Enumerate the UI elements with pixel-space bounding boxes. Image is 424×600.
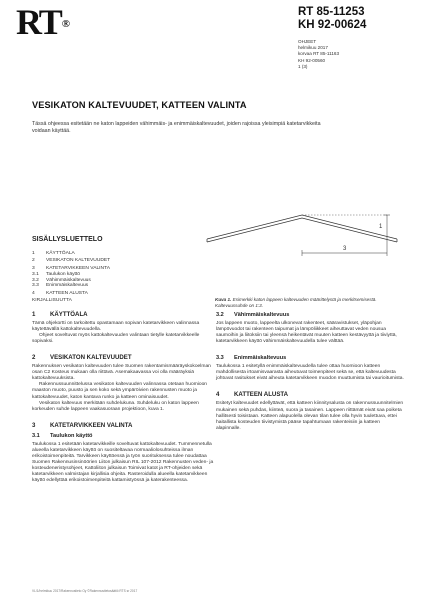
toc-item[interactable]: 3.3 Enimmäiskaltevuus [32,283,89,289]
right-column [216,308,404,432]
intro-paragraph: Tässä ohjeessa esitetään ne katon lappeiden vähimmäis- ja enimmäiskaltevuudet, joiden rajoissa yleisimpiä katetarvikkeita voidaan käyttää. [32,121,321,135]
toc-heading: SISÄLLYSLUETTELO [32,236,103,243]
section-3-1-heading: 3.1 Taulukon käyttö [32,432,93,439]
figure-caption-lead: Kuva 1. [215,297,232,302]
section-1-paragraph: Tämä ohjekortti on tarkoitettu opastamaan sopivan katetarvikkeen valinnassa käytettävällä kattokaltevuudella. [32,321,200,333]
roof-slope-diagram [205,212,405,297]
meta-date: helmikuu 2017 [298,45,328,51]
section-1-paragraph: Ohjeet soveltuvat myös kattokaltevuuden valintaan tietylle katetarvikkeelle sopivaksi. [32,333,200,345]
left-column [32,308,220,484]
section-3-3-heading: 3.3 Enimmäiskaltevuus [216,355,287,362]
meta-type: OHJEET [298,39,317,44]
meta-replaces-kh: KH 92-00560 [298,57,326,63]
page-footer: VL/1/helmikuu 2017/Rakennustieto Oy ©Rakennustietosäätiö RTS sr 2017 [32,589,138,593]
section-3-2-paragraph: Jos lappeen muoto, lappeelta ulkonevat rakenteet, sääravistukset, yläpohjan lämpövuodot tai rakenteen taipumat ja lämpöliikkeet aiheuttavat veden nousua saumoihin ja liitoksiin tai yleensä heikentävät muuten katteen kestävyyttä ja tiiviyttä, katetarvikkeen käyttö vähimmäiskaltevuudella tulee välttää. [216,321,397,345]
section-3-2-heading: 3.2 Vähimmäiskaltevuus [216,312,290,318]
rt-logo [16,4,70,40]
figure-caption-text: Esimerkki katon lappeen kaltevuuden määrittelystä ja merkitsemisestä. Kaltevuussuhde on 1:3. [215,297,377,308]
document-code-rt: RT 85-11253 [298,6,365,18]
run-label: 3 [343,246,347,252]
section-4-heading: 4 KATTEEN ALUSTA [216,391,289,399]
toc-item[interactable]: 4 KATTEEN ALUSTA [32,290,88,296]
section-4-paragraph: Esitetyt kaltevuudet edellyttävät, että katteen kiinnitysalusta on rakennussuunnitelmien mukainen sekä puhdas, kiinteä, suora ja tasainen. Lappeen riittämät eivät saa poiketa hallitsesti toisistaan. Katteen alapuolella olevan tilan tulee olla hyvin tuulettuva, ettei haitallista kosteuden tiivistymistä pääse tapahtumaan rakenteisiin ja katteen alapinnalle. [216,401,404,431]
section-2-paragraph: Rakennussuunnittelussa vesikaton kaltevuuden valinnassa otetaan huomioon maaston muoto, puusto ja sen koko sekä ympäröivien rakennusten muoto ja kattokaltevuudet, katon kantava runko ja katteen ominaisuudet. [32,382,208,400]
roof-ridge-line [207,215,397,239]
toc-item[interactable]: 2 VESIKATON KALTEVUUDET [32,258,111,264]
section-2-paragraph: Rakennuksen vesikaton kaltevuuden tulee Suomen rakentamismääräyskokoelman osan C2 Kosteus mukaan olla riittävä. Asemakaavassa voi olla määräyksiä kattokaltevuuksista. [32,364,211,382]
section-3-heading: 3 KATETARVIKKEEN VALINTA [32,421,133,429]
section-3-3-paragraph: Taulukossa 1 esitetyllä enimmäiskaltevuudella tulee ottaa huomioon katteen mahdollisesta irtoamisvaarasta aiheutuvat toimenpiteet sekä se, että kaltevuudesta johtuvat rasitukset eivät aiheuta katetarvikkeen muodon muuttumista tai vaurioitumista. [216,364,404,382]
toc-item[interactable]: 3 KATETARVIKKEEN VALINTA [32,265,110,271]
meta-replaces-rt: korvaa RT 85-11163 [298,51,340,57]
table-of-contents [32,250,110,304]
document-codes [298,6,366,32]
registered-mark: ® [61,18,70,30]
toc-item[interactable]: 1 KÄYTTÖALA [32,251,75,256]
roof-underside-line [207,218,397,242]
toc-item[interactable]: 3.2 Vähimmäiskaltevuus [32,277,91,283]
logo-text: RT [16,2,61,42]
document-meta [298,39,339,70]
rise-label: 1 [379,224,383,230]
section-2-heading: 2 VESIKATON KALTEVUUDET [32,354,132,362]
page-title: VESIKATON KALTEVUUDET, KATTEEN VALINTA [32,100,247,110]
toc-item[interactable]: KIRJALLISUUTTA [32,298,72,304]
section-3-1-paragraph: Taulukossa 1 esitetään katetarvikkeille soveltuvat kattokaltevuudet. Tummennetulla alueella katetarvikkeen käyttö on suositeltavaa normaaliolosuhteissa ilman erikoistoimenpiteitä. Tarvikkeen käyttöessä ja työn suorituksessa tulee noudattaa Suomen Rakennusinsinöörien Liiton julkaisun RIL 107-2012 Rakennusten veden- ja kosteudeneristysohjeet, Kattoliiton julkaisun Toimivat katot ja RT-ohjeiden sekä katetarvikkeen valmistajan kirjallisia ohjeita. Rasteroidulla alueella katetarvikkeen käyttö edellyttää erikoistoimenpiteitä kattamistyössä ja katerakenteessa. [32,441,214,484]
document-code-kh: KH 92-00624 [298,19,367,31]
section-1-heading: 1 KÄYTTÖALA [32,311,88,318]
meta-page: 1 (3) [298,63,308,69]
section-2-paragraph: Vesikaton kaltevuus merkitään suhdelukuna. Suhdeluku on katon lappeen korkeuden suhde lappeen vaakasuoraan projektioon, kuva 1. [32,400,199,412]
toc-item[interactable]: 3.1 Taulukon käyttö [32,271,80,277]
